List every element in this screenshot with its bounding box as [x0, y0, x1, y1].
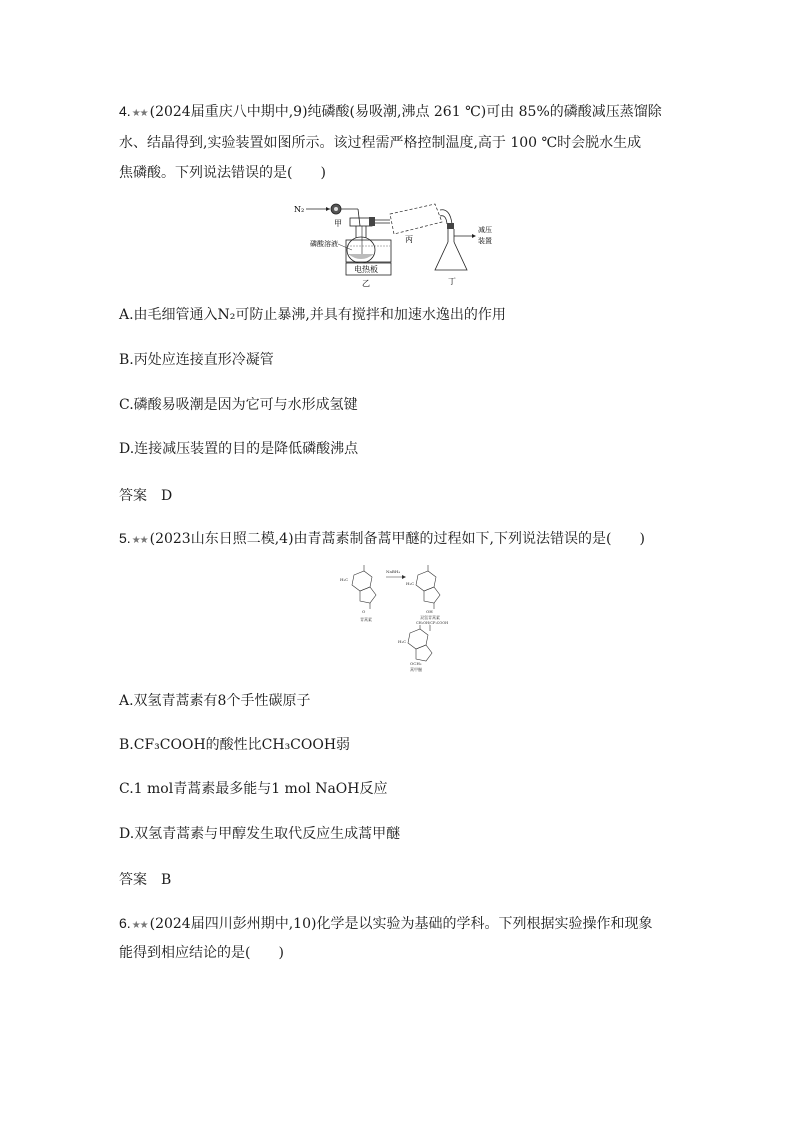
svg-text:H₃C: H₃C [398, 639, 407, 644]
question-number: 6. [119, 915, 131, 931]
difficulty-stars-icon: ★★ [131, 108, 148, 119]
molecule-name-3: 蒿甲醚 [410, 667, 422, 672]
answer-label: 答案 [119, 488, 147, 504]
q5-option-d: D.双氢青蒿素与甲醇发生取代反应生成蒿甲醚 [119, 826, 401, 842]
q4-option-c: C.磷酸易吸潮是因为它可与水形成氢键 [119, 397, 358, 413]
q4-option-b: B.丙处应连接直形冷凝管 [119, 352, 274, 368]
q6-stem-line2: 能得到相应结论的是( ) [119, 945, 284, 961]
solution-label: 磷酸溶液 [310, 240, 338, 248]
q6-stem-line1: (2024届四川彭州期中,10)化学是以实验为基础的学科。下列根据实验操作和现象 [149, 916, 653, 932]
answer-value: B [161, 872, 172, 888]
q5-line1 [119, 528, 645, 551]
n2-label: N₂ [294, 205, 305, 214]
answer-label: 答案 [119, 872, 147, 888]
svg-text:OCH₃: OCH₃ [410, 661, 422, 666]
answer-value: D [161, 488, 173, 504]
q4-answer [119, 485, 172, 505]
svg-text:H₃C: H₃C [340, 577, 349, 582]
svg-text:OH: OH [426, 609, 433, 614]
q5-stem-line1: (2023山东日照二模,4)由青蒿素制备蒿甲醚的过程如下,下列说法错误的是( ) [149, 531, 645, 547]
q6-line1 [119, 913, 652, 936]
difficulty-stars-icon: ★★ [131, 535, 148, 546]
reaction-scheme-figure [340, 563, 470, 673]
svg-text:H₃C: H₃C [406, 581, 415, 586]
reagent-2: CH₃OH/CF₃COOH [416, 621, 449, 625]
question-number: 5. [119, 530, 131, 546]
vacuum-label-1: 减压 [478, 226, 492, 234]
q5-option-b: B.CF₃COOH的酸性比CH₃COOH弱 [119, 737, 351, 753]
q5-option-c: C.1 mol青蒿素最多能与1 mol NaOH反应 [119, 781, 388, 797]
q5-answer [119, 869, 171, 889]
bing-label: 丙 [405, 235, 413, 244]
yi-label: 乙 [362, 279, 370, 288]
q4-option-d: D.连接减压装置的目的是降低磷酸沸点 [119, 441, 359, 457]
q4-option-a: A.由毛细管通入N₂可防止暴沸,并具有搅拌和加速水逸出的作用 [119, 307, 506, 323]
q4-stem-line3: 焦磷酸。下列说法错误的是( ) [119, 165, 326, 181]
molecule-name-1: 青蒿素 [360, 617, 372, 622]
q5-option-a: A.双氢青蒿素有8个手性碳原子 [119, 693, 311, 709]
q4-stem-line2: 水、结晶得到,实验装置如图所示。该过程需严格控制温度,高于 100 ℃时会脱水生成 [119, 135, 642, 151]
ding-label: 丁 [448, 277, 456, 286]
q4-line1 [119, 101, 662, 124]
reagent-1: NaBH₄ [386, 569, 400, 574]
apparatus-figure [290, 196, 505, 291]
heater-label: 电热板 [354, 265, 378, 274]
jia-label: 甲 [334, 219, 342, 228]
molecule-name-2: 双氢青蒿素 [420, 615, 440, 620]
difficulty-stars-icon: ★★ [131, 920, 148, 931]
vacuum-label-2: 装置 [478, 237, 492, 245]
q4-stem-line1: (2024届重庆八中期中,9)纯磷酸(易吸潮,沸点 261 ℃)可由 85%的磷酸减压蒸馏除 [149, 104, 662, 120]
question-number: 4. [119, 103, 131, 119]
svg-text:O: O [362, 609, 366, 614]
